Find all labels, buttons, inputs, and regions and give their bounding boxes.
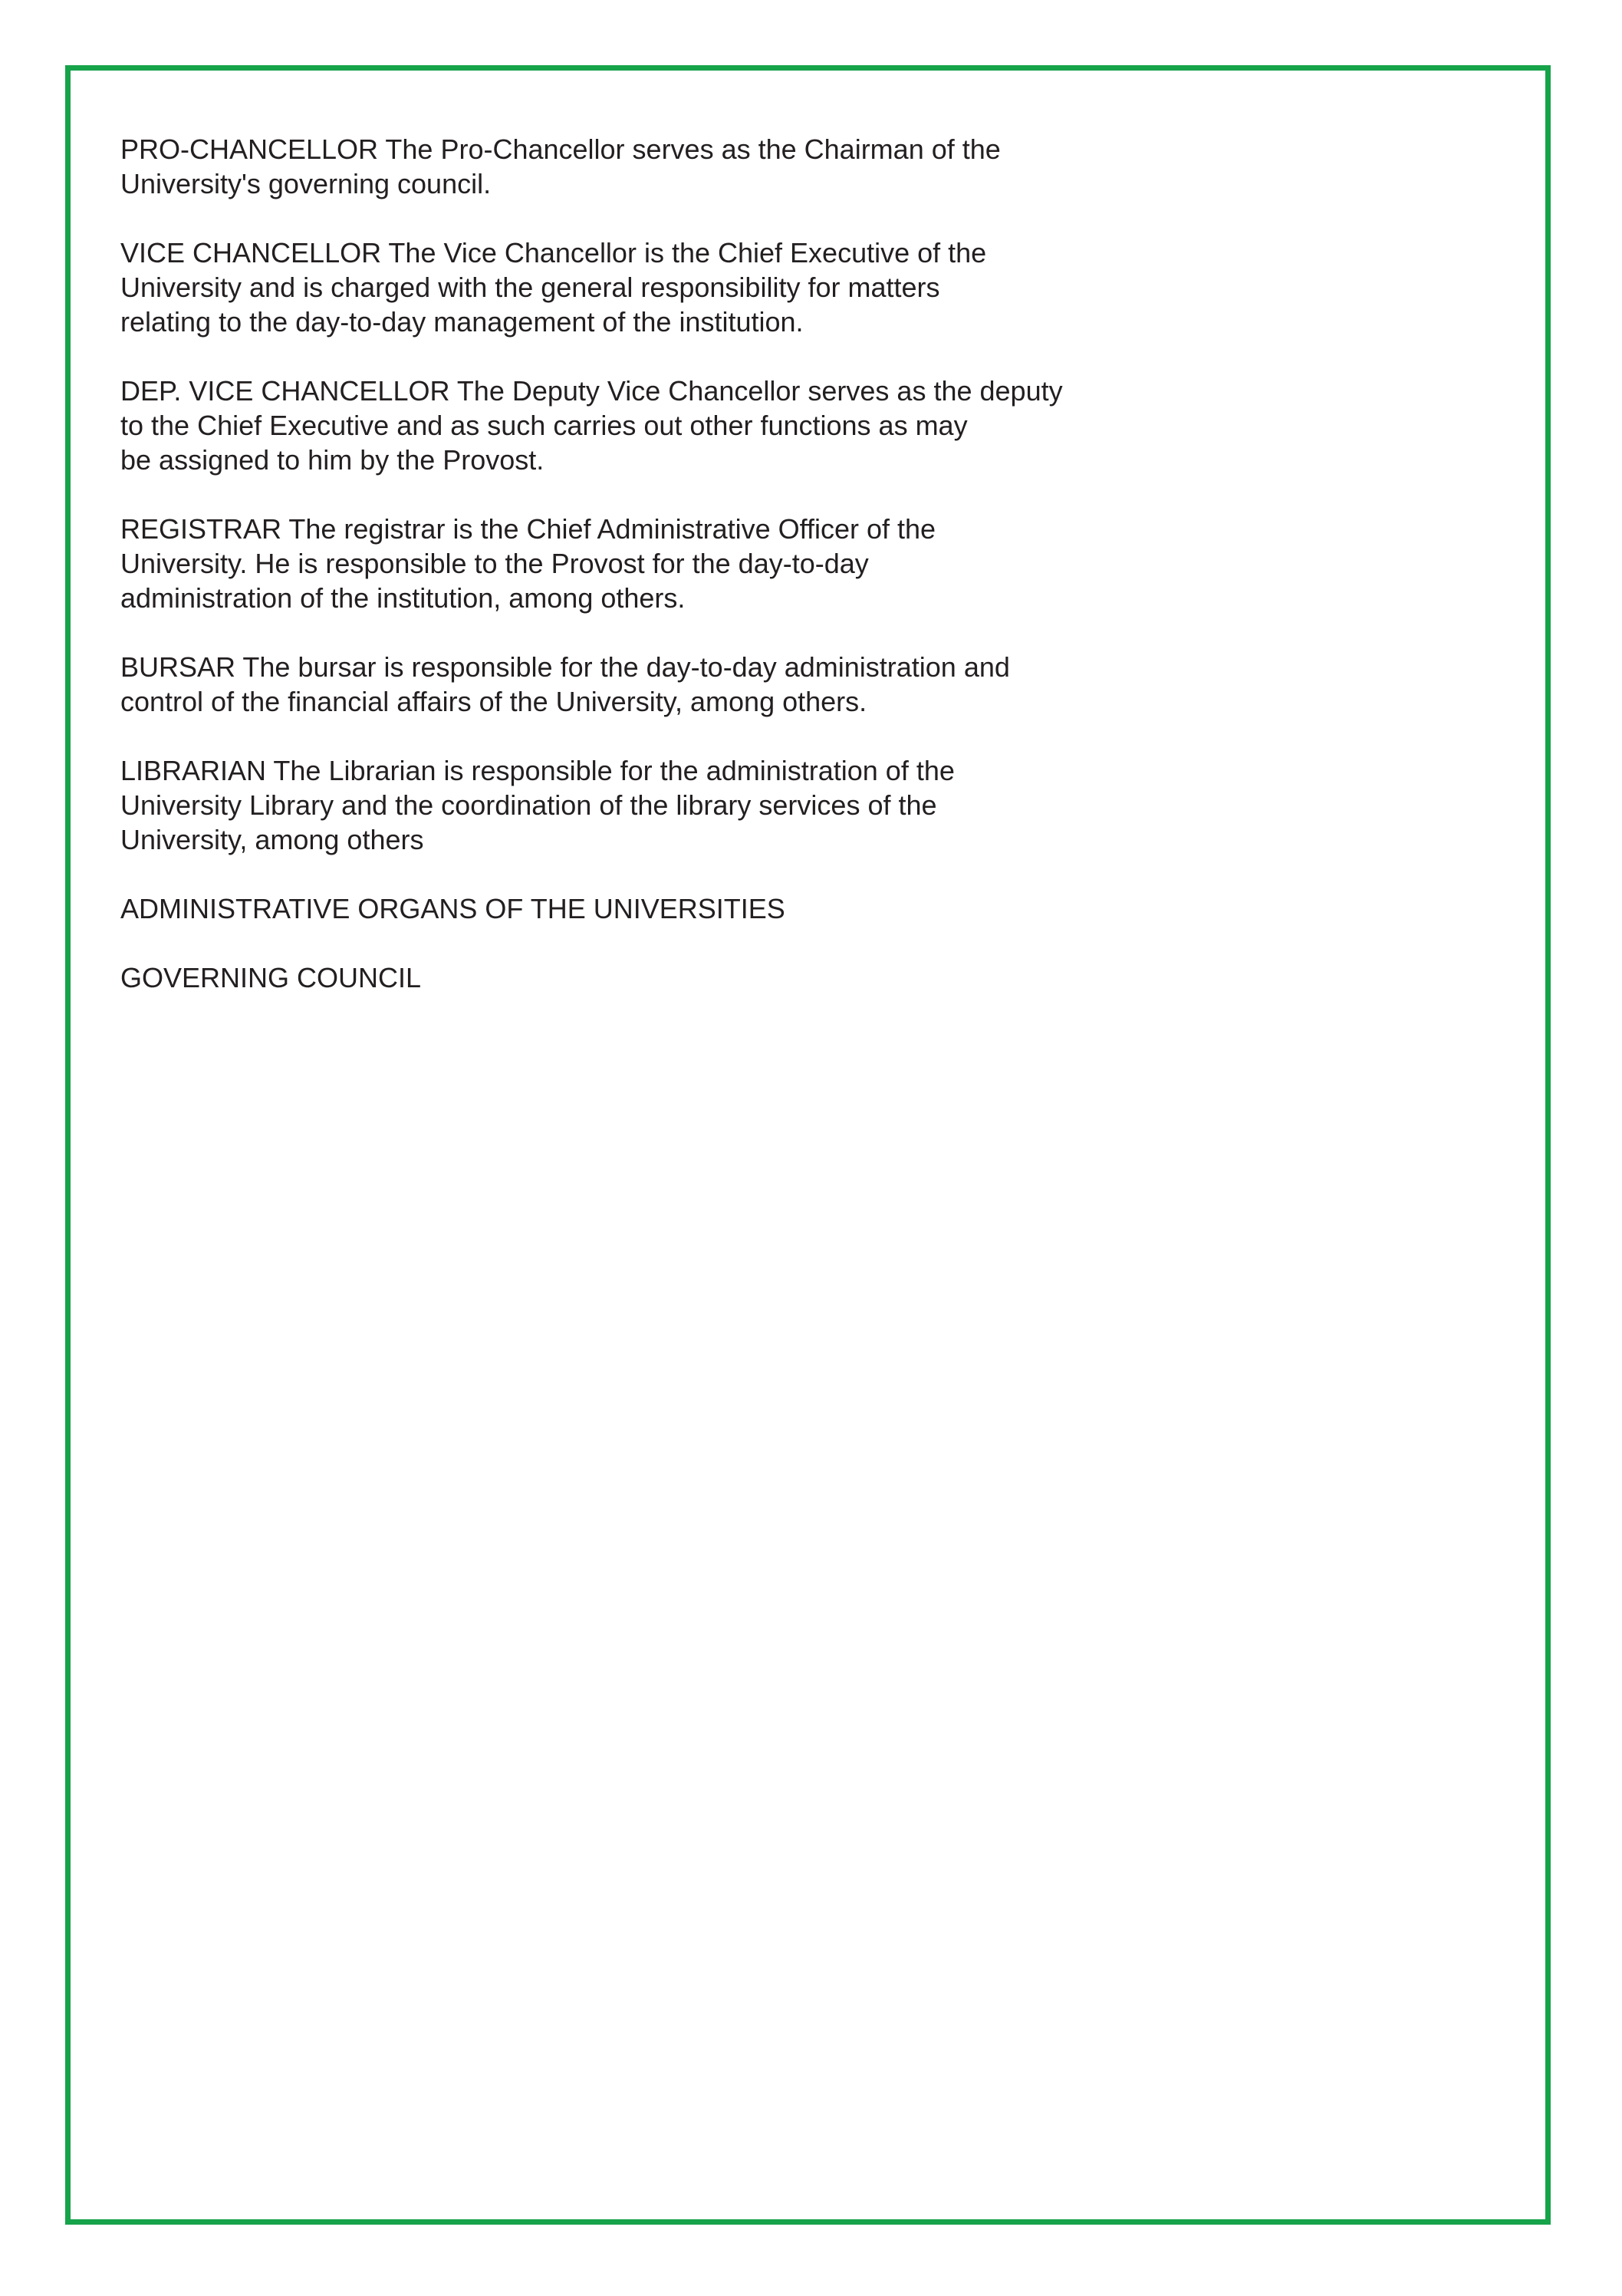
- text-line: relating to the day-to-day management of the institution.: [120, 306, 804, 338]
- paragraph-bursar: [120, 650, 1194, 719]
- text-line: GOVERNING COUNCIL: [120, 962, 422, 993]
- text-line: control of the financial affairs of the University, among others.: [120, 686, 867, 717]
- text-line: University Library and the coordination of the library services of the: [120, 789, 937, 821]
- text-line: VICE CHANCELLOR The Vice Chancellor is the Chief Executive of the: [120, 237, 987, 268]
- text-line: BURSAR The bursar is responsible for the day-to-day administration and: [120, 651, 1010, 683]
- paragraph-vice-chancellor: [120, 236, 1194, 339]
- paragraph-registrar: [120, 512, 1194, 615]
- text-line: University and is charged with the general responsibility for matters: [120, 272, 940, 303]
- text-line: PRO-CHANCELLOR The Pro-Chancellor serves as the Chairman of the: [120, 133, 1001, 165]
- heading-administrative-organs: [120, 891, 1194, 926]
- paragraph-dep-vice-chancellor: [120, 374, 1194, 477]
- text-line: University's governing council.: [120, 168, 492, 199]
- text-line: LIBRARIAN The Librarian is responsible for the administration of the: [120, 755, 955, 786]
- text-line: University, among others: [120, 824, 424, 855]
- text-line: be assigned to him by the Provost.: [120, 444, 545, 476]
- paragraph-librarian: [120, 753, 1194, 857]
- heading-governing-council: [120, 960, 1194, 995]
- document-body: [120, 132, 1194, 1029]
- text-line: ADMINISTRATIVE ORGANS OF THE UNIVERSITIES: [120, 893, 785, 924]
- text-line: DEP. VICE CHANCELLOR The Deputy Vice Chancellor serves as the deputy: [120, 375, 1063, 407]
- text-line: to the Chief Executive and as such carries out other functions as may: [120, 410, 968, 441]
- text-line: administration of the institution, among others.: [120, 582, 686, 614]
- text-line: REGISTRAR The registrar is the Chief Administrative Officer of the: [120, 513, 936, 545]
- paragraph-pro-chancellor: [120, 132, 1194, 201]
- text-line: University. He is responsible to the Provost for the day-to-day: [120, 548, 869, 579]
